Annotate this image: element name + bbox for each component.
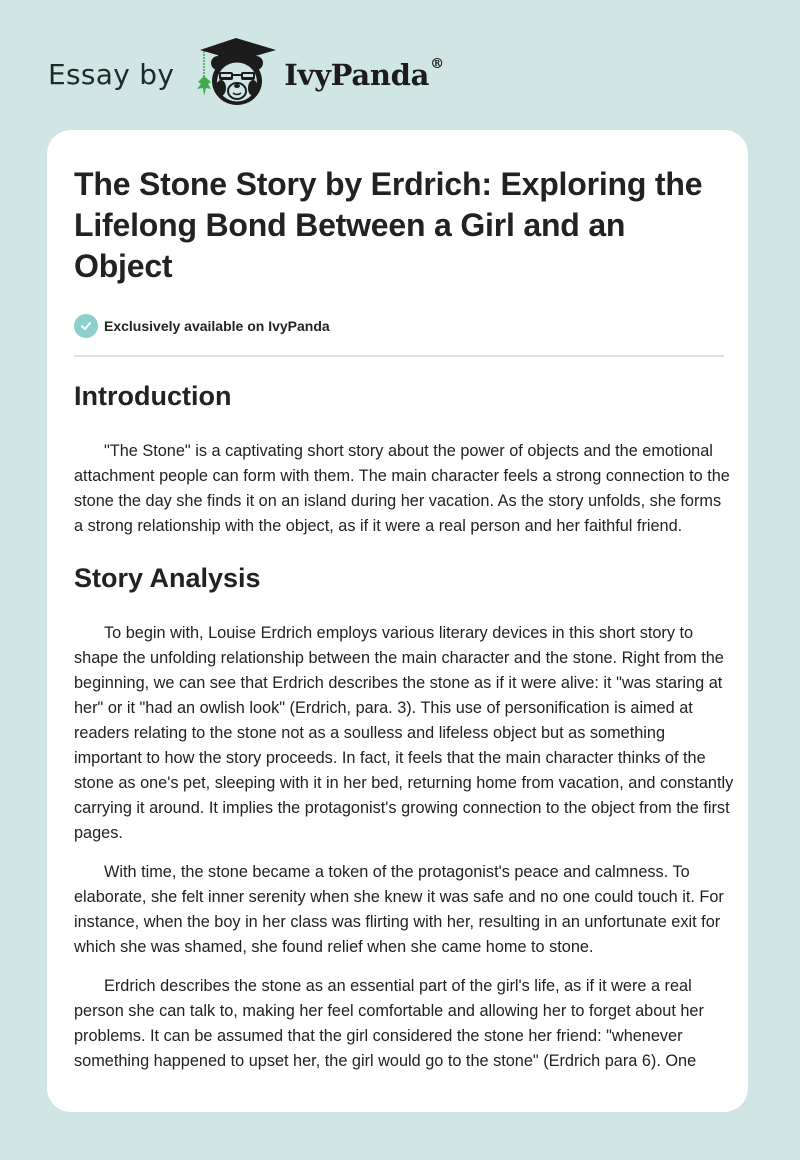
- registered-mark: ®: [430, 56, 444, 72]
- check-circle-icon: [74, 314, 98, 338]
- paragraph: With time, the stone became a token of the protagonist's peace and calmness. To elaborate, she felt inner serenity when she knew it was safe and no one could touch it. For instance, when the boy in her class was flirting with her, resulting in an unfortunate exit for which she was shamed, she found relief when she came home to stone.: [74, 863, 724, 956]
- page-title: The Stone Story by Erdrich: Exploring the Lifelong Bond Between a Girl and an Object: [74, 166, 703, 284]
- paragraph: To begin with, Louise Erdrich employs various literary devices in this short story to shape the unfolding relationship between the main character and the stone. Right from the beginning, we can see that Erdrich describes the stone as if it were alive: it "was staring at her" or it "had an owlish look" (Erdrich, para. 3). This use of personification is aimed at readers relating to the stone not as a soulless and lifeless object but as something important to how the story proceeds. In fact, it feels that the main character thinks of the stone as one's pet, sleeping with it in her bed, returning home from vacation, and constantly carrying it around. It implies the protagonist's growing connection to the object from the first pages.: [74, 624, 734, 842]
- exclusive-label: Exclusively available on IvyPanda: [104, 318, 330, 334]
- essay-by-label: Essay by: [48, 57, 175, 91]
- site-header: [48, 34, 444, 110]
- paragraph: Erdrich describes the stone as an essential part of the girl's life, as if it were a real person she can talk to, making her feel comfortable and allowing her to forget about her problems. It can be assumed that the girl considered the stone her friend: "whenever something happened to upset her, the girl would go to the stone" (Erdrich para 6). One: [74, 977, 704, 1070]
- panda-graduation-cap-icon[interactable]: [192, 34, 280, 110]
- section-heading-introduction: Introduction: [74, 381, 232, 411]
- brand-text: IvyPanda: [284, 58, 430, 92]
- section-heading-story-analysis: Story Analysis: [74, 563, 261, 593]
- paragraph: "The Stone" is a captivating short story about the power of objects and the emotional attachment people can form with them. The main character feels a strong connection to the stone the day she finds it on an island during her vacation. As the story unfolds, she forms a strong relationship with the object, as if it were a real person and her faithful friend.: [74, 442, 730, 535]
- divider: [74, 355, 724, 357]
- exclusive-badge: [74, 313, 722, 339]
- brand-name[interactable]: [284, 58, 444, 92]
- essay-card: [47, 130, 748, 1112]
